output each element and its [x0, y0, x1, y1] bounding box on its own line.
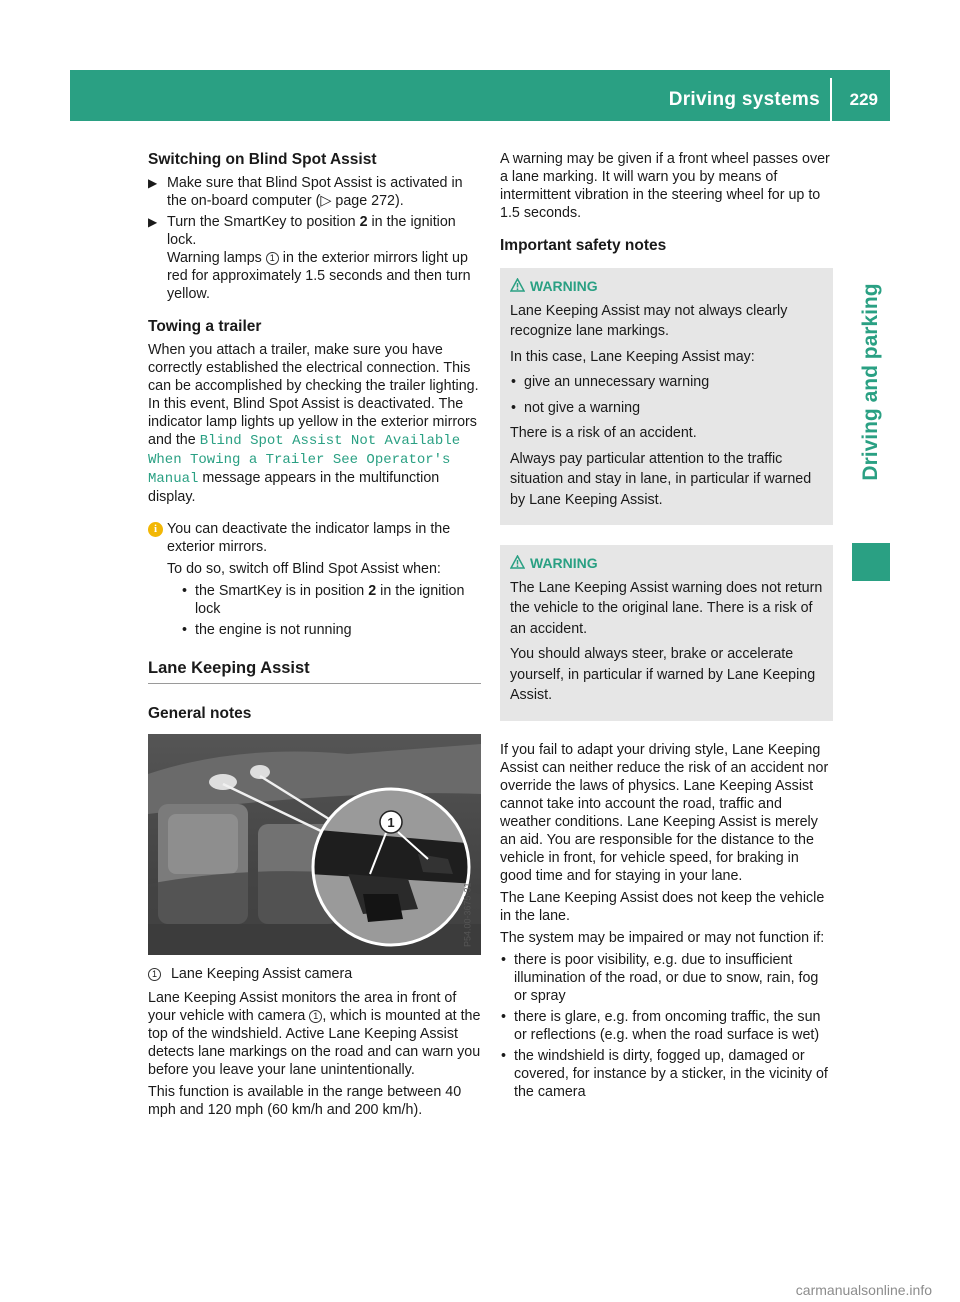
list-item: • give an unnecessary warning — [510, 372, 823, 393]
list-item: • there is poor visibility, e.g. due to insufficient illumination of the road, or due to snow, rain, fog or spray — [501, 951, 819, 1004]
bullet-icon: • — [501, 1008, 507, 1025]
info-note: i You can deactivate the indicator lamps in the exterior mirrors. To do so, switch off Blind Spot Assist when: — [148, 520, 481, 578]
bullet-icon: • — [501, 951, 507, 968]
bullet-icon: • — [501, 1047, 507, 1064]
figure-callout-label: 1 — [387, 815, 395, 830]
bullet-icon: • — [511, 399, 517, 416]
bullet-icon: • — [511, 374, 517, 390]
list-item: • there is glare, e.g. from oncoming traffic, the sun or reflections (e.g. when the road surface is wet) — [501, 1008, 821, 1043]
bullet-icon: • — [182, 622, 188, 638]
step-arrow-icon: ▶ — [148, 176, 158, 190]
section-title: Driving systems — [668, 89, 820, 110]
warning-triangle-icon — [510, 278, 525, 292]
chapter-tab-label: Driving and parking — [859, 283, 882, 481]
info-icon: i — [148, 522, 163, 537]
warning-box-1: WARNING Lane Keeping Assist may not always clearly recognize lane markings. In this case, Lane Keeping Assist may: • give an unnecessary warning • not give a warning There is a risk of an accident. Always pay particular attention to the traffic situation and stay in lane, in particular if warned by Lane Keeping Assist. — [500, 268, 833, 525]
chapter-marker — [852, 543, 890, 581]
heading-safety-notes: Important safety notes — [500, 237, 667, 254]
step-turn-key: ▶ Turn the SmartKey to position 2 in the ignition lock. Warning lamps 1 in the exterior mirrors light up red for approximately 1.5 seconds and then turn yellow. — [148, 214, 471, 302]
heading-towing: Towing a trailer — [148, 318, 262, 335]
lane-hold-paragraph: The Lane Keeping Assist does not keep the vehicle in the lane. — [500, 889, 825, 924]
warning-header: WARNING — [510, 553, 823, 574]
left-column — [148, 150, 481, 1123]
info-list — [148, 582, 481, 639]
windshield-camera-illustration — [148, 734, 481, 955]
step-arrow-icon: ▶ — [148, 215, 158, 229]
warning-triangle-icon — [510, 555, 525, 569]
intro-paragraph: A warning may be given if a front wheel passes over a lane marking. It will warn you by means of intermittent vibration in the steering wheel for up to 1.5 seconds. — [500, 151, 830, 221]
list-item: • the engine is not running — [182, 622, 352, 638]
responsibility-paragraph: If you fail to adapt your driving style, Lane Keeping Assist can neither reduce the risk of an accident nor override the laws of physics. Lane Keeping Assist cannot take into account the road, traffic and weather conditions. Lane Keeping Assist is merely an aid. You are responsible for the distance to the vehicle in front, for vehicle speed, for braking in good time and for staying in your lane. — [500, 741, 829, 884]
page-number: 229 — [849, 90, 878, 109]
impairment-paragraph: The system may be impaired or may not function if: — [500, 929, 825, 946]
warning-header: WARNING — [510, 276, 823, 297]
display-message: Blind Spot Assist Not Available When Towing a Trailer See Operator's Manual — [148, 433, 461, 487]
footer-watermark: carmanualsonline.info — [795, 1282, 932, 1298]
heading-lane-keeping: Lane Keeping Assist — [148, 657, 481, 684]
figure-caption: 1 Lane Keeping Assist camera — [148, 965, 481, 983]
list-item: • the SmartKey is in position 2 in the ignition lock — [182, 583, 465, 617]
list-item: • not give a warning — [510, 398, 823, 419]
header-bar — [70, 70, 890, 121]
callout-1-icon: 1 — [309, 1010, 322, 1023]
bullet-icon: • — [182, 583, 188, 599]
list-item: • the windshield is dirty, fogged up, damaged or covered, for instance by a sticker, in the vicinity of the camera — [501, 1047, 828, 1100]
chapter-tab — [852, 232, 890, 532]
monitor-paragraph: Lane Keeping Assist monitors the area in front of your vehicle with camera 1 , which is mounted at the top of the windshield. Active Lane Keeping Assist detects lane markings on the road and can warn you before you leave your lane unintentionally. — [148, 990, 481, 1078]
towing-paragraph: When you attach a trailer, make sure you have correctly established the electrical connection. This can be accomplished by checking the trailer lighting. In this event, Blind Spot Assist is deactivated. The indicator lamp lights up yellow in the exterior mirrors and the Blind Spot Assist Not Available When Towing a Trailer See Operator's Manual message appears in the multifunction display. — [148, 342, 479, 505]
heading-general-notes: General notes — [148, 705, 252, 722]
right-column — [500, 150, 833, 1104]
step-activate: ▶ Make sure that Blind Spot Assist is activated in the on-board computer (▷ page 272). — [148, 175, 463, 209]
callout-1-icon: 1 — [148, 968, 161, 981]
heading-switching-on: Switching on Blind Spot Assist — [148, 151, 377, 168]
camera-figure — [148, 734, 481, 955]
page-reference-icon: ▷ — [320, 193, 332, 209]
callout-1-icon: 1 — [266, 252, 279, 265]
header-divider — [830, 78, 832, 121]
range-paragraph: This function is available in the range between 40 mph and 120 mph (60 km/h and 200 km/h). — [148, 1084, 462, 1118]
figure-code: P54.00-3675-31 — [463, 882, 473, 947]
warning-box-2: WARNING The Lane Keeping Assist warning does not return the vehicle to the original lane. There is a risk of an accident. You should always steer, brake or accelerate yourself, in particular if warned by Lane Keeping Assist. — [500, 545, 833, 721]
